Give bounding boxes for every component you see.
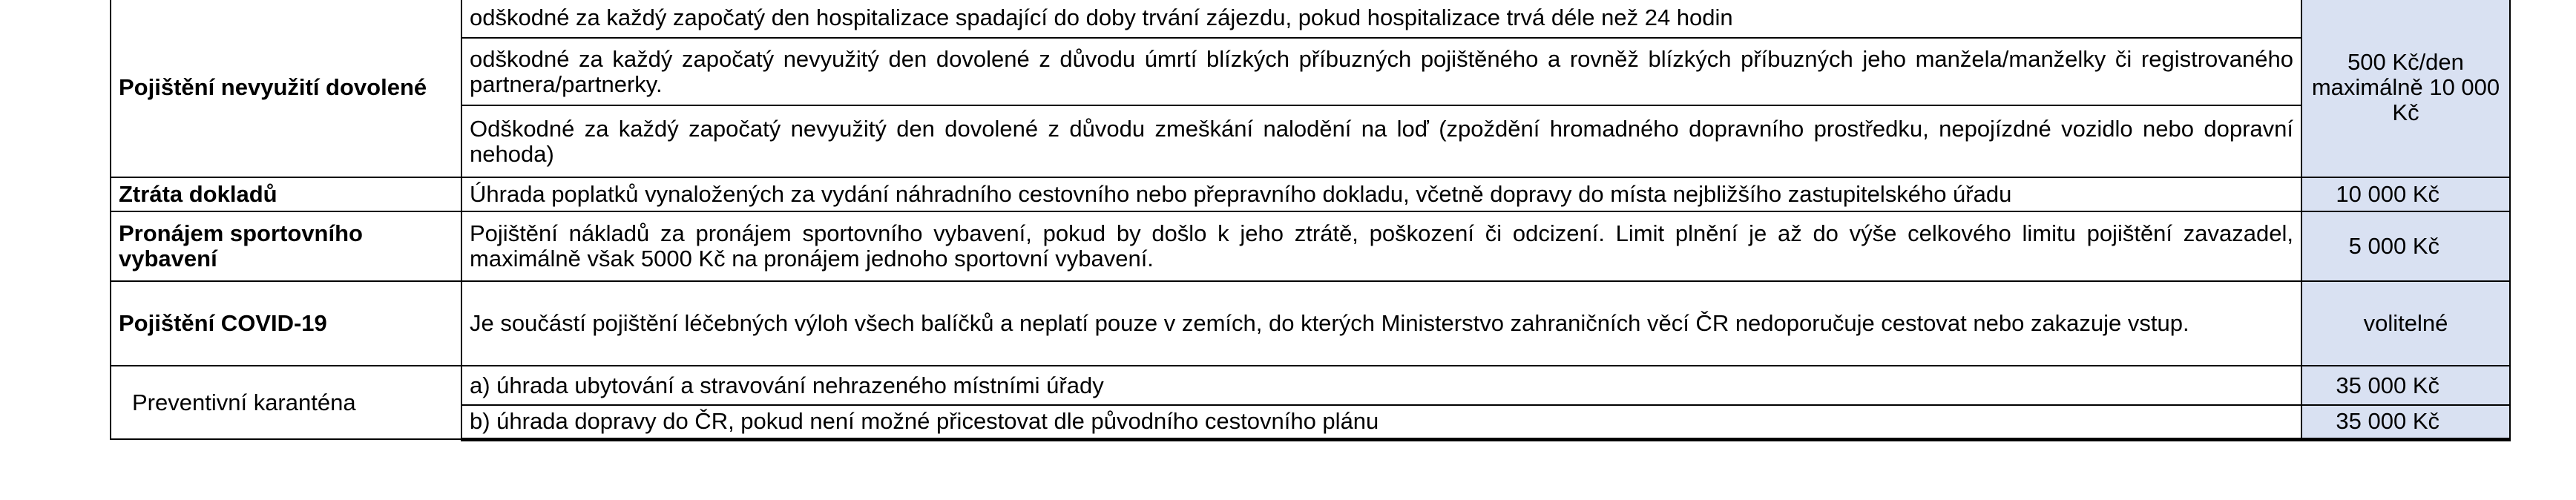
- row-amount-nevyuziti: [2301, 0, 2510, 177]
- table-row: [111, 177, 2510, 211]
- table-row: [111, 211, 2510, 281]
- row-description: b) úhrada dopravy do ČR, pokud není možné přicestovat dle původního cestovního plánu: [461, 405, 2301, 439]
- row-description: odškodné za každý započatý nevyužitý den dovolené z důvodu úmrtí blízkých příbuzných pojištěného a rovněž blízkých příbuzných jeho manžela/manželky či registrovaného partnera/partnerky.: [461, 38, 2301, 105]
- row-description: Je součástí pojištění léčebných výloh všech balíčků a neplatí pouze v zemích, do kterých Ministerstvo zahraničních věcí ČR nedoporučuje cestovat nebo zakazuje vstup.: [461, 281, 2301, 366]
- row-description: Odškodné za každý započatý nevyužitý den dovolené z důvodu zmeškání nalodění na loď (zpoždění hromadného dopravního prostředku, nepojízdné vozidlo nebo dopravní nehoda): [461, 105, 2301, 177]
- insurance-coverage-table: [110, 0, 2511, 441]
- amount-line: maximálně 10 000 Kč: [2311, 74, 2500, 125]
- table-row: [111, 38, 2510, 105]
- row-description: a) úhrada ubytování a stravování nehrazeného místními úřady: [461, 366, 2301, 405]
- row-amount-karantena-a: 35 000 Kč: [2301, 366, 2510, 405]
- row-label-karantena: Preventivní karanténa: [111, 366, 461, 439]
- row-description: odškodné za každý započatý den hospitalizace spadající do doby trvání zájezdu, pokud hospitalizace trvá déle než 24 hodin: [461, 0, 2301, 38]
- table-row: [111, 0, 2510, 38]
- row-amount-sport: 5 000 Kč: [2301, 211, 2510, 281]
- table-row: [111, 105, 2510, 177]
- row-amount-covid: volitelné: [2301, 281, 2510, 366]
- row-amount-karantena-b: 35 000 Kč: [2301, 405, 2510, 439]
- table-row: [111, 281, 2510, 366]
- row-description: Pojištění nákladů za pronájem sportovního vybavení, pokud by došlo k jeho ztrátě, poškození či odcizení. Limit plnění je až do výše celkového limitu pojištění zavazadel, maximálně však 5000 Kč na pronájem jednoho sportovní vybavení.: [461, 211, 2301, 281]
- amount-line: 500 Kč/den: [2347, 49, 2464, 75]
- row-label-nevyuziti: Pojištění nevyužití dovolené: [111, 0, 461, 177]
- table-row: [111, 405, 2510, 439]
- row-label-covid: Pojištění COVID-19: [111, 281, 461, 366]
- row-label-sport: Pronájem sportovního vybavení: [111, 211, 461, 281]
- row-amount-doklady: 10 000 Kč: [2301, 177, 2510, 211]
- row-label-doklady: Ztráta dokladů: [111, 177, 461, 211]
- row-description: Úhrada poplatků vynaložených za vydání náhradního cestovního nebo přepravního dokladu, včetně dopravy do místa nejbližšího zastupitelského úřadu: [461, 177, 2301, 211]
- table-row: [111, 366, 2510, 405]
